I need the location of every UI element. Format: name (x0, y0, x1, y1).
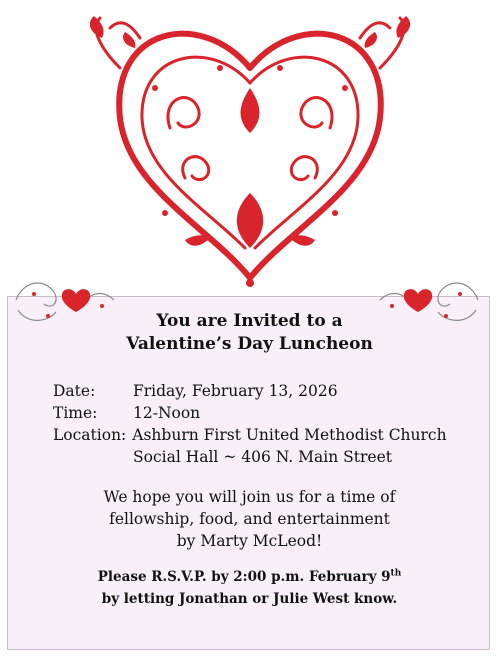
heart-outline-right (250, 34, 381, 278)
title-line-1: You are Invited to a (156, 311, 343, 331)
invitation-message (0, 486, 499, 552)
date-value: Friday, February 13, 2026 (133, 382, 338, 400)
title-line-2: Valentine’s Day Luncheon (126, 334, 373, 354)
location-value-line-1: Ashburn First United Methodist Church (132, 426, 447, 444)
location-label: Location: (53, 426, 127, 444)
rsvp-line-1-text: Please R.S.V.P. by 2:00 p.m. February 9 (97, 569, 391, 585)
invitation-title (0, 310, 499, 356)
rsvp-notice (0, 566, 499, 610)
heart-outline-left (119, 34, 250, 278)
location-value-line-2: Social Hall ~ 406 N. Main Street (133, 448, 392, 466)
rsvp-line-2: by letting Jonathan or Julie West know. (101, 591, 398, 607)
time-value: 12-Noon (133, 404, 201, 422)
message-line-3: by Marty McLeod! (176, 532, 323, 550)
message-line-1: We hope you will join us for a time of (103, 488, 396, 506)
location-row (53, 424, 447, 446)
date-label: Date: (53, 382, 96, 400)
rsvp-line-1 (0, 566, 499, 588)
filigree-heart-illustration (80, 8, 420, 308)
time-label: Time: (53, 404, 98, 422)
time-row (53, 402, 447, 424)
event-details (53, 380, 447, 468)
message-line-2: fellowship, food, and entertainment (109, 510, 390, 528)
date-row (53, 380, 447, 402)
rsvp-ordinal-suffix: th (390, 568, 402, 579)
location-row-2 (53, 446, 447, 468)
